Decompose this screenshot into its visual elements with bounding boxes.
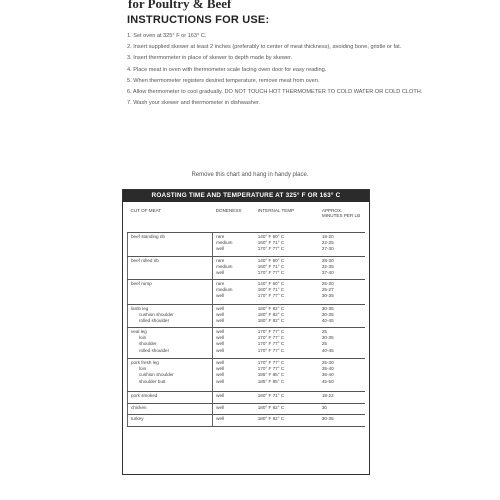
cut-cell-line: shoulder xyxy=(139,341,157,347)
minutes-cell-line: 30-35 xyxy=(321,293,334,299)
temp-cell-line: 180° F 82° C xyxy=(257,312,285,318)
minutes-cell-line: 25 xyxy=(321,329,327,334)
cut-cell-line: veal leg xyxy=(131,329,147,334)
minutes-cell-line: 30-35 xyxy=(321,306,334,311)
doneness-cell xyxy=(213,415,255,427)
temp-cell-line: 170° F 77° C xyxy=(257,335,285,341)
instructions-title: INSTRUCTIONS FOR USE: xyxy=(127,14,270,26)
doneness-cell xyxy=(213,280,255,305)
cut-cell-line: lamb leg xyxy=(131,306,149,311)
doneness-cell-line: well xyxy=(216,246,225,252)
cut-cell-line: beef rolled rib xyxy=(131,258,159,263)
minutes-cell-line: 30-35 xyxy=(321,416,334,421)
minutes-cell xyxy=(319,404,365,415)
doneness-cell-line: well xyxy=(216,366,225,372)
doneness-cell xyxy=(213,257,255,280)
temp-cell-line: 185° F 85° C xyxy=(257,378,285,384)
header-cut: CUT OF MEAT xyxy=(128,206,213,233)
temp-cell-line: 170° F 77° C xyxy=(257,246,285,252)
temp-cell xyxy=(255,280,319,305)
minutes-cell-line: 40-45 xyxy=(321,318,334,324)
minutes-cell xyxy=(319,392,365,404)
doneness-cell xyxy=(213,233,255,257)
cut-cell xyxy=(128,280,213,305)
cut-cell-line: beef rump xyxy=(131,281,152,286)
doneness-cell xyxy=(213,359,255,392)
minutes-cell-line: 37-40 xyxy=(321,270,334,276)
minutes-cell-line: 30 xyxy=(321,405,327,410)
cut-cell-line: pork fresh leg xyxy=(131,360,159,365)
minutes-cell xyxy=(319,280,365,305)
minutes-cell xyxy=(319,328,365,359)
minutes-cell-line: 25 xyxy=(321,341,327,347)
cut-cell xyxy=(128,257,213,280)
cut-cell xyxy=(128,359,213,392)
minutes-cell xyxy=(319,359,365,392)
minutes-cell-line: 27-30 xyxy=(321,246,334,252)
temp-cell-line: 180° F 82° C xyxy=(257,416,285,421)
minutes-cell-line: 25-30 xyxy=(321,360,334,365)
table-row xyxy=(128,257,366,280)
instruction-step: 4. Place meat in oven with thermometer scale facing oven door for easy reading. xyxy=(127,66,327,73)
doneness-cell-line: well xyxy=(216,416,225,421)
doneness-cell-line: well xyxy=(216,347,225,353)
temp-cell-line: 170° F 77° C xyxy=(257,329,285,334)
instructions-steps xyxy=(127,33,427,111)
temp-cell-line: 180° F 82° C xyxy=(257,318,285,324)
minutes-cell-line: 18-20 xyxy=(321,234,334,239)
temp-cell-line: 180° F 82° C xyxy=(257,405,285,410)
doneness-cell-line: well xyxy=(216,405,225,410)
minutes-cell-line: 30-35 xyxy=(321,312,334,318)
table-row xyxy=(128,233,366,257)
cut-cell-line: loin xyxy=(139,366,147,372)
minutes-cell-line: 22-25 xyxy=(321,240,334,246)
doneness-cell-line: rare xyxy=(216,234,225,239)
minutes-cell xyxy=(319,415,365,427)
temp-cell-line: 180° F 82° C xyxy=(257,306,285,311)
doneness-cell-line: well xyxy=(216,312,225,318)
temp-cell-line: 140° F 60° C xyxy=(257,281,285,286)
temp-cell xyxy=(255,359,319,392)
doneness-cell xyxy=(213,404,255,415)
temp-cell-line: 170° F 77° C xyxy=(257,293,285,299)
temp-cell-line: 170° F 77° C xyxy=(257,347,285,353)
cut-cell xyxy=(128,415,213,427)
doneness-cell-line: well xyxy=(216,393,225,398)
minutes-cell-line: 25-27 xyxy=(321,287,334,293)
temp-cell xyxy=(255,305,319,328)
minutes-cell-line: 45-50 xyxy=(321,378,334,384)
temp-cell-line: 160° F 71° C xyxy=(257,240,285,246)
cut-cell-line: loin xyxy=(139,335,147,341)
cut-cell-line: rolled shoulder xyxy=(139,347,170,353)
cut-cell-line: rolled shoulder xyxy=(139,318,170,324)
doneness-cell xyxy=(213,328,255,359)
table-row xyxy=(128,328,366,359)
instruction-step: 7. Wash your skewer and thermometer in dishwasher. xyxy=(127,100,261,107)
minutes-cell-line: 40-45 xyxy=(321,347,334,353)
minutes-cell-line: 30-35 xyxy=(321,335,334,341)
instruction-step: 2. Insert supplied skewer at least 2 inches (preferably to center of meat thickness), avoiding bone, gristle or fat. xyxy=(127,44,402,51)
temp-cell-line: 160° F 71° C xyxy=(257,287,285,293)
temp-cell-line: 170° F 77° C xyxy=(257,360,285,365)
minutes-cell-line: 25-30 xyxy=(321,281,334,286)
table-row xyxy=(128,415,366,427)
doneness-cell-line: rare xyxy=(216,258,225,263)
minutes-cell-line: 35-40 xyxy=(321,372,334,378)
roasting-chart-title: ROASTING TIME AND TEMPERATURE AT 325° F OR 163° C xyxy=(123,190,369,202)
instruction-step: 6. Allow thermometer to cool gradually. DO NOT TOUCH HOT THERMOMETER TO COLD WATER OR COLD CLOTH. xyxy=(127,89,423,96)
minutes-cell-line: 32-35 xyxy=(321,264,334,270)
remove-note: Remove this chart and hang in handy place. xyxy=(191,172,309,178)
doneness-cell-line: medium xyxy=(216,287,233,293)
doneness-cell-line: medium xyxy=(216,240,233,246)
doneness-cell-line: rare xyxy=(216,281,225,286)
doneness-cell-line: medium xyxy=(216,264,233,270)
cut-cell-line: shoulder butt xyxy=(139,378,166,384)
doneness-cell xyxy=(213,305,255,328)
cut-cell-line: chicken xyxy=(131,405,147,410)
table-row xyxy=(128,359,366,392)
minutes-cell xyxy=(319,257,365,280)
doneness-cell xyxy=(213,392,255,404)
instruction-step: 3. Insert thermometer in place of skewer to depth made by skewer. xyxy=(127,55,293,62)
doneness-cell-line: well xyxy=(216,360,225,365)
temp-cell-line: 185° F 85° C xyxy=(257,372,285,378)
table-row xyxy=(128,305,366,328)
temp-cell-line: 140° F 60° C xyxy=(257,234,285,239)
temp-cell xyxy=(255,404,319,415)
doneness-cell-line: well xyxy=(216,306,225,311)
minutes-cell xyxy=(319,305,365,328)
roasting-chart xyxy=(122,189,370,475)
header-internal-temp: INTERNAL TEMP xyxy=(255,206,319,233)
cut-cell-line: turkey xyxy=(131,416,144,421)
minutes-cell xyxy=(319,233,365,257)
doneness-cell-line: well xyxy=(216,270,225,276)
temp-cell-line: 170° F 77° C xyxy=(257,366,285,372)
temp-cell xyxy=(255,392,319,404)
doneness-cell-line: well xyxy=(216,372,225,378)
temp-cell xyxy=(255,257,319,280)
temp-cell xyxy=(255,328,319,359)
minutes-cell-line: 35-40 xyxy=(321,366,334,372)
header-doneness: DONENESS xyxy=(213,206,255,233)
cut-cell xyxy=(128,305,213,328)
cut-cell xyxy=(128,404,213,415)
doneness-cell-line: well xyxy=(216,341,225,347)
header-fragment: for Poultry & Beef xyxy=(128,0,232,11)
temp-cell-line: 170° F 77° C xyxy=(257,270,285,276)
cut-cell-line: beef standing rib xyxy=(131,234,165,239)
instruction-step: 1. Set oven at 325° F or 163° C. xyxy=(127,33,207,39)
cut-cell xyxy=(128,328,213,359)
cut-cell-line: pork smoked xyxy=(131,393,158,398)
table-row xyxy=(128,280,366,305)
doneness-cell-line: well xyxy=(216,293,225,299)
minutes-cell-line: 28-30 xyxy=(321,258,334,263)
doneness-cell-line: well xyxy=(216,329,225,334)
minutes-cell-line: 18-22 xyxy=(321,393,334,398)
instruction-step: 5. When thermometer registers desired temperature, remove meat from oven. xyxy=(127,77,320,84)
header-minutes-per-lb: APPROX. MINUTES PER LB xyxy=(319,206,365,233)
doneness-cell-line: well xyxy=(216,378,225,384)
table-row xyxy=(128,404,366,415)
temp-cell xyxy=(255,233,319,257)
cut-cell xyxy=(128,392,213,404)
temp-cell-line: 160° F 71° C xyxy=(257,393,285,398)
doneness-cell-line: well xyxy=(216,318,225,324)
temp-cell-line: 140° F 60° C xyxy=(257,258,285,263)
cut-cell-line: cushion shoulder xyxy=(139,372,174,378)
roasting-table xyxy=(127,206,365,427)
cut-cell xyxy=(128,233,213,257)
table-row xyxy=(128,392,366,404)
table-header-row xyxy=(128,206,366,233)
doneness-cell-line: well xyxy=(216,335,225,341)
temp-cell xyxy=(255,415,319,427)
temp-cell-line: 170° F 77° C xyxy=(257,341,285,347)
cut-cell-line: cushion shoulder xyxy=(139,312,174,318)
temp-cell-line: 160° F 71° C xyxy=(257,264,285,270)
